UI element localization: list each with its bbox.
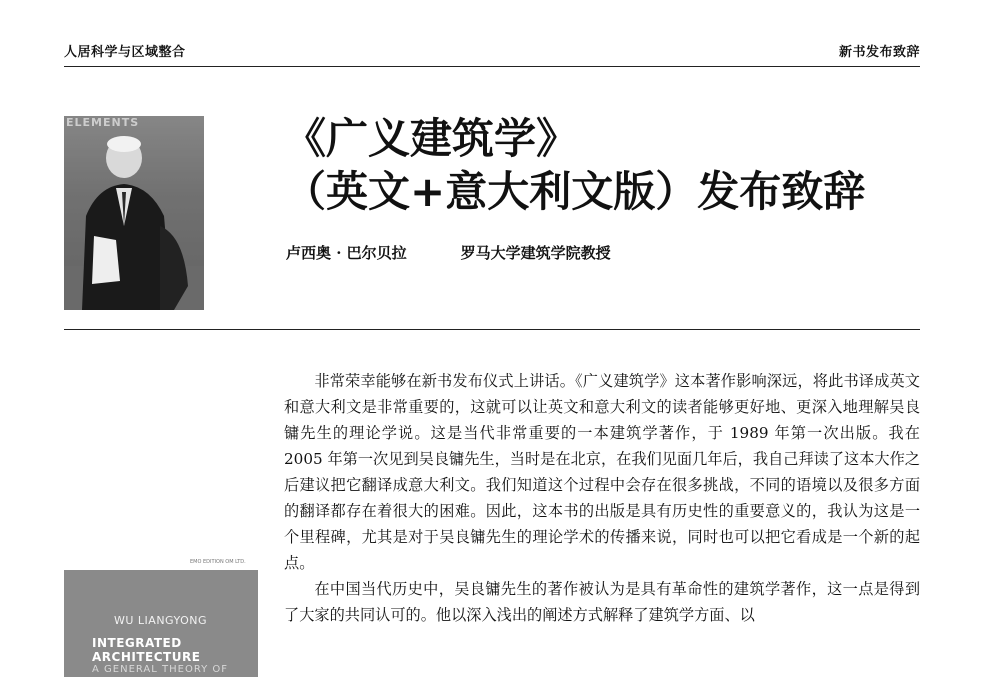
section-divider (64, 329, 920, 330)
header-divider (64, 66, 920, 67)
portrait-overlay-text: ELEMENTS (66, 116, 140, 129)
book-author: WU LIANGYONG (114, 614, 208, 627)
book-cover-image (64, 570, 258, 677)
article-title (284, 112, 865, 218)
author-name: 卢西奥 · 巴尔贝拉 (286, 244, 407, 262)
book-caption: EMO EDITION OM LTD. (190, 559, 246, 565)
book-subtitle: A GENERAL THEORY OF (92, 664, 229, 675)
book-title: INTEGRATED ARCHITECTURE (92, 636, 201, 664)
author-role: 罗马大学建筑学院教授 (460, 244, 611, 262)
running-header-left: 人居科学与区域整合 (64, 45, 186, 60)
body-paragraph: 在中国当代历史中，吴良镛先生的著作被认为是具有革命性的建筑学著作，这一点是得到了大家的共同认可的。他以深入浅出的阐述方式解释了建筑学方面、以 (284, 580, 920, 624)
author-portrait (64, 116, 204, 310)
title-line-1: 《广义建筑学》 (284, 114, 579, 163)
running-header-right: 新书发布致辞 (838, 45, 920, 60)
article-body (284, 368, 920, 628)
author-line (286, 242, 611, 263)
portrait-figure-graphic (64, 116, 204, 310)
title-line-2: （英文+意大利文版）发布致辞 (284, 167, 866, 216)
body-paragraph: 非常荣幸能够在新书发布仪式上讲话。《广义建筑学》这本著作影响深远，将此书译成英文和意大利文是非常重要的，这就可以让英文和意大利文的读者能够更好地、更深入地理解吴良镛先生的理论学说。这是当代非常重要的一本建筑学著作，于 1989 年第一次出版。我在 2005 年第一次见到吴良镛先生，当时是在北京，在我们见面几年后，我自己拜读了这本大作之后建议把它翻译成意大利文。我们知道这个过程中会存在很多挑战，不同的语境以及很多方面的翻译都存在着很大的困难。因此，这本书的出版是具有历史性的重要意义的，我认为这是一个里程碑，尤其是对于吴良镛先生的理论学术的传播来说，同时也可以把它看成是一个新的起点。 (284, 372, 920, 572)
